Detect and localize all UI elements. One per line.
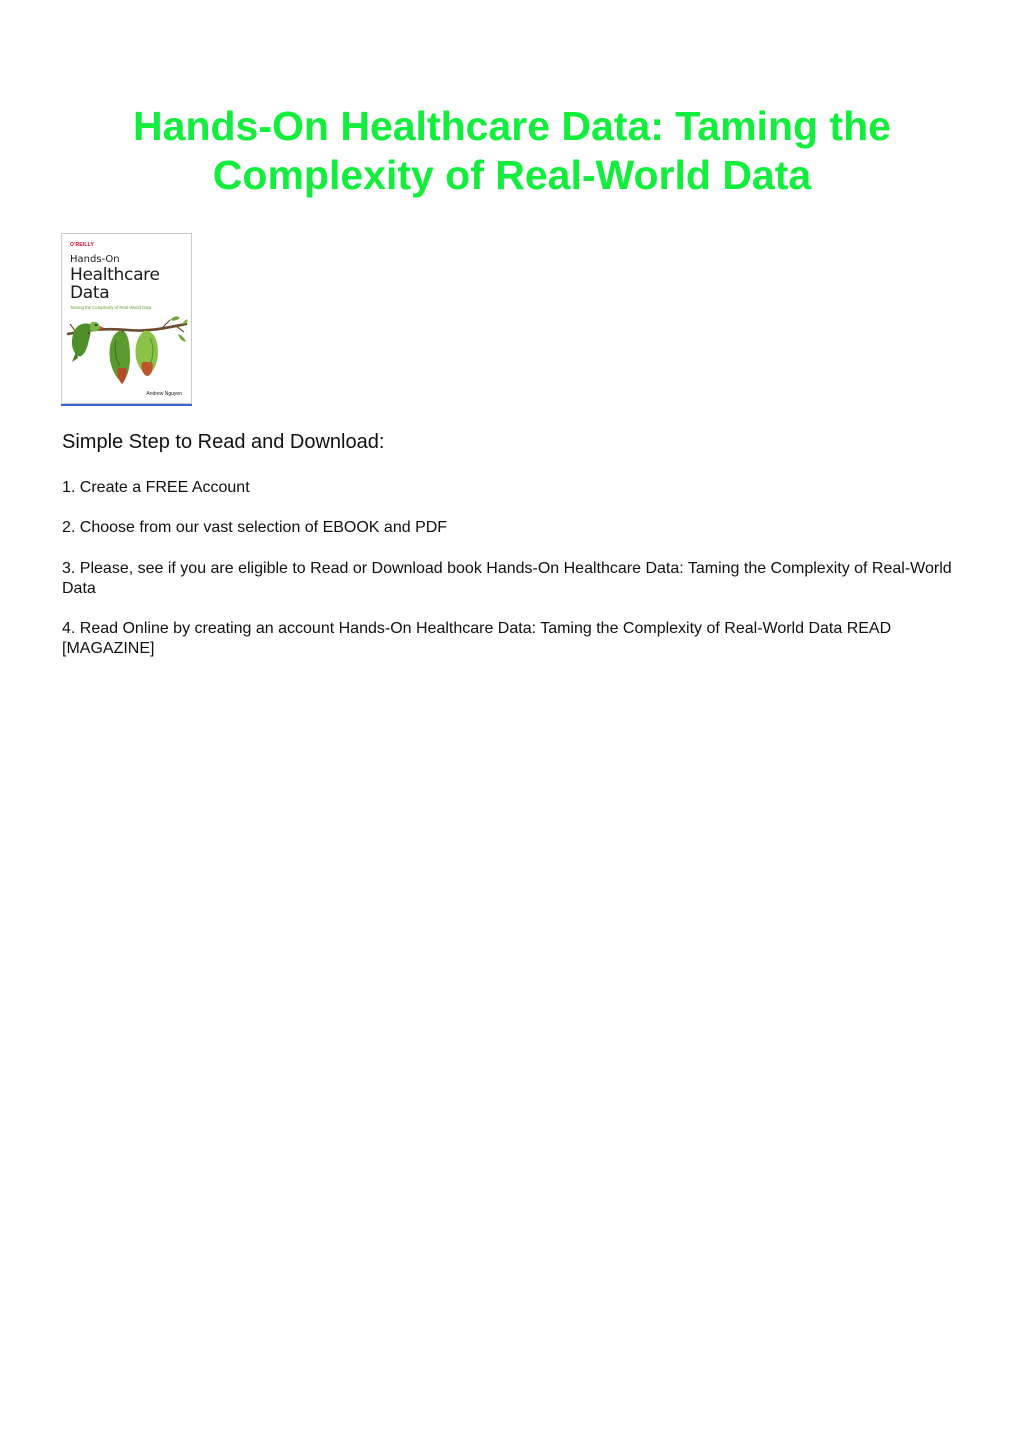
cover-title-line-1: Hands-On: [70, 254, 120, 265]
steps-heading: Simple Step to Read and Download:: [62, 431, 385, 453]
cover-title-line-3: Data: [70, 283, 110, 303]
step-create-account: 1. Create a FREE Account: [62, 479, 250, 496]
cover-publisher-logo: O'REILLY: [70, 242, 94, 248]
book-cover-link[interactable]: [61, 233, 192, 406]
step-choose-selection: 2. Choose from our vast selection of EBOOK and PDF: [62, 519, 448, 536]
parrots-illustration: [66, 312, 188, 392]
cover-author: Andrew Nguyen: [146, 391, 182, 397]
book-cover: [61, 233, 192, 404]
page-title: Hands-On Healthcare Data: Taming the Complexity of Real-World Data: [133, 103, 891, 198]
cover-subtitle: Taming the Complexity of Real-World Data: [70, 305, 152, 310]
step-check-eligibility: 3. Please, see if you are eligible to Read or Download book Hands-On Healthcare Data: Taming the Complexity of Real-World Data: [62, 560, 952, 597]
step-read-online: 4. Read Online by creating an account Hands-On Healthcare Data: Taming the Complexity of Real-World Data READ [MAGAZINE]: [62, 620, 892, 657]
cover-title-line-2: Healthcare: [70, 265, 160, 285]
